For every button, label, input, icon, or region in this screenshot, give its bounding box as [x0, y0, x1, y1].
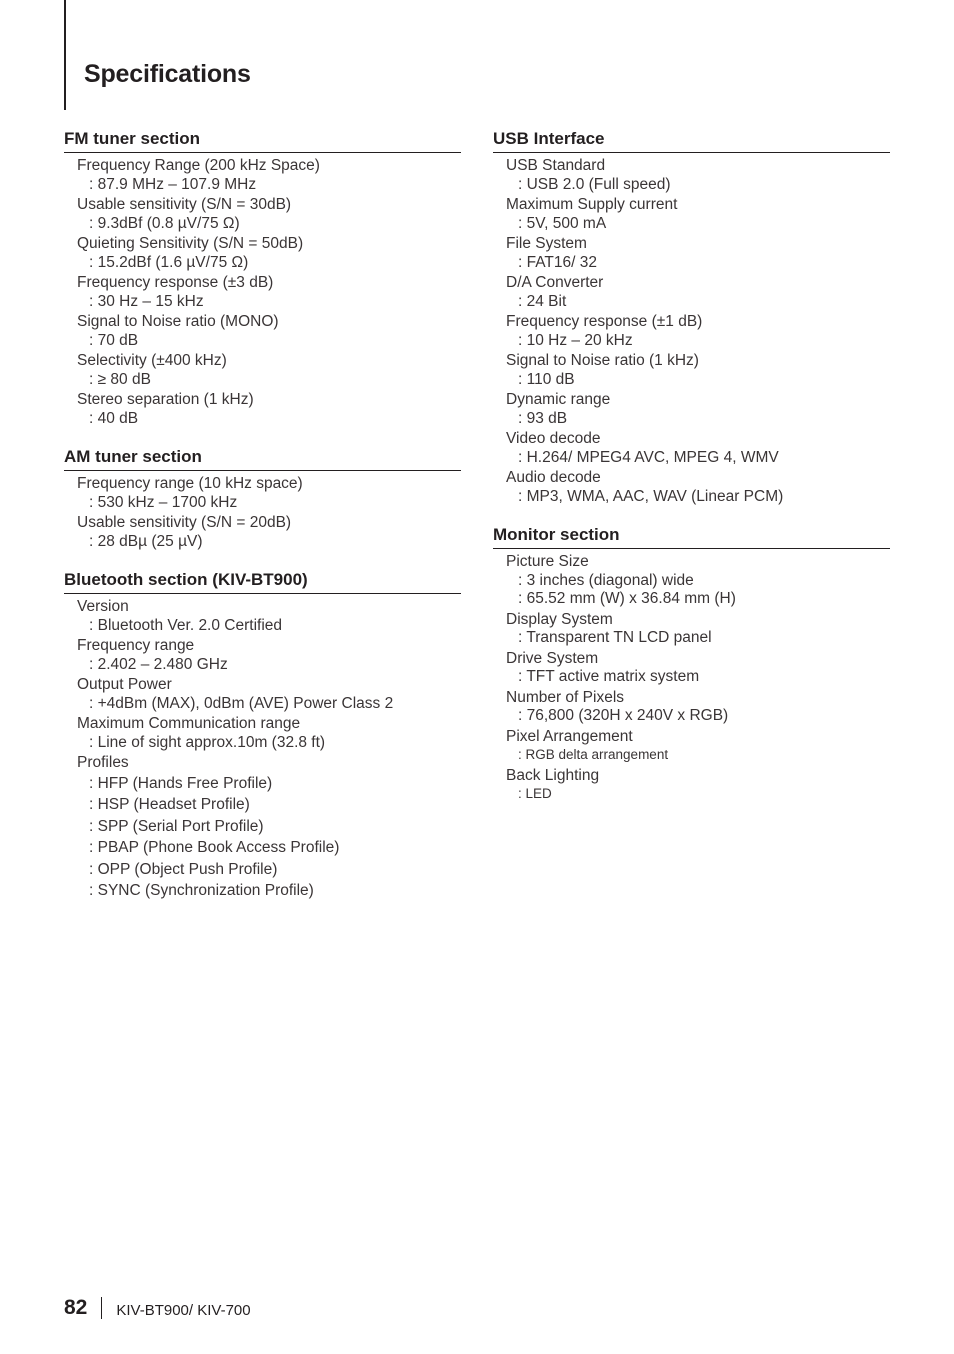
spec-label: Maximum Supply current	[506, 196, 678, 213]
footer-divider	[101, 1297, 102, 1319]
spec-item	[493, 313, 890, 350]
section-heading: FM tuner section	[64, 128, 461, 153]
spec-item	[493, 650, 890, 687]
spec-item	[493, 469, 890, 506]
spec-value: : 3 inches (diagonal) wide	[518, 571, 694, 589]
spec-value: : 30 Hz – 15 kHz	[89, 292, 204, 310]
spec-label: Pixel Arrangement	[506, 727, 633, 745]
model-name: KIV-BT900/ KIV-700	[116, 1301, 251, 1319]
spec-label: Usable sensitivity (S/N = 30dB)	[77, 196, 292, 213]
section-heading: Bluetooth section (KIV-BT900)	[64, 569, 461, 594]
spec-item	[64, 313, 461, 350]
spec-value: : 28 dBµ (25 µV)	[89, 532, 203, 550]
spec-value: : 65.52 mm (W) x 36.84 mm (H)	[518, 590, 736, 607]
spec-label: D/A Converter	[506, 274, 604, 291]
header-vertical-rule	[64, 0, 66, 110]
spec-label: Frequency range	[77, 637, 195, 654]
spec-value: : 9.3dBf (0.8 µV/75 Ω)	[89, 214, 240, 232]
spec-value: : +4dBm (MAX), 0dBm (AVE) Power Class 2	[89, 694, 394, 712]
spec-value: : 87.9 MHz – 107.9 MHz	[89, 175, 257, 193]
spec-label: USB Standard	[506, 157, 606, 174]
spec-label: Selectivity (±400 kHz)	[77, 352, 227, 369]
spec-section	[493, 128, 890, 506]
spec-value: : 110 dB	[518, 370, 575, 388]
spec-value: : 70 dB	[89, 331, 139, 349]
spec-item	[64, 352, 461, 389]
spec-label: Usable sensitivity (S/N = 20dB)	[77, 514, 292, 531]
spec-item	[64, 475, 461, 512]
spec-item	[64, 391, 461, 428]
spec-item	[493, 352, 890, 389]
spec-item	[64, 514, 461, 551]
spec-value: : 530 kHz – 1700 kHz	[89, 493, 238, 511]
spec-label: Version	[77, 598, 129, 615]
spec-label: Frequency Range (200 kHz Space)	[77, 157, 320, 174]
spec-label: Maximum Communication range	[77, 715, 301, 732]
spec-value: : 93 dB	[518, 409, 568, 427]
spec-item	[493, 235, 890, 272]
page-number: 82	[64, 1296, 88, 1319]
spec-item	[64, 235, 461, 272]
spec-item	[64, 196, 461, 233]
spec-item	[64, 637, 461, 674]
spec-item	[493, 274, 890, 311]
section-heading: AM tuner section	[64, 446, 461, 471]
spec-value: : HSP (Headset Profile)	[89, 796, 250, 813]
spec-value: : ≥ 80 dB	[89, 370, 151, 388]
spec-label: Picture Size	[506, 553, 589, 570]
spec-label: Output Power	[77, 676, 172, 693]
page-footer	[64, 1296, 251, 1320]
spec-label: Number of Pixels	[506, 688, 625, 706]
spec-value: : 40 dB	[89, 409, 139, 427]
spec-item	[64, 676, 461, 713]
spec-label: Frequency response (±1 dB)	[506, 313, 703, 330]
spec-value: : USB 2.0 (Full speed)	[518, 175, 671, 193]
spec-item	[493, 728, 890, 765]
spec-value: : LED	[518, 786, 552, 801]
spec-label: Dynamic range	[506, 391, 611, 408]
spec-item	[64, 598, 461, 635]
spec-label: Profiles	[77, 754, 129, 771]
section-heading: USB Interface	[493, 128, 890, 153]
section-heading: Monitor section	[493, 524, 890, 549]
spec-item	[493, 767, 890, 804]
spec-item	[493, 391, 890, 428]
spec-label: Stereo separation (1 kHz)	[77, 391, 254, 408]
spec-value: : Line of sight approx.10m (32.8 ft)	[89, 733, 326, 751]
spec-value: : MP3, WMA, AAC, WAV (Linear PCM)	[518, 487, 784, 505]
spec-value: : SPP (Serial Port Profile)	[89, 817, 264, 835]
spec-value: : 5V, 500 mA	[518, 214, 607, 232]
spec-label: Signal to Noise ratio (1 kHz)	[506, 352, 699, 369]
spec-label: Video decode	[506, 430, 601, 447]
spec-value: : 15.2dBf (1.6 µV/75 Ω)	[89, 253, 249, 271]
spec-section	[493, 524, 890, 804]
spec-item	[64, 715, 461, 752]
spec-item	[64, 754, 461, 902]
spec-value: : RGB delta arrangement	[518, 747, 669, 762]
spec-item	[493, 196, 890, 233]
spec-label: Back Lighting	[506, 766, 600, 784]
spec-section	[64, 446, 461, 551]
spec-value: : 76,800 (320H x 240V x RGB)	[518, 707, 729, 724]
spec-value: : 24 Bit	[518, 292, 567, 310]
spec-value: : PBAP (Phone Book Access Profile)	[89, 839, 340, 856]
spec-label: Drive System	[506, 649, 599, 667]
spec-value: : HFP (Hands Free Profile)	[89, 774, 273, 792]
left-column	[64, 128, 461, 920]
spec-value: : H.264/ MPEG4 AVC, MPEG 4, WMV	[518, 448, 779, 466]
spec-value: : Bluetooth Ver. 2.0 Certified	[89, 616, 283, 634]
spec-section	[64, 128, 461, 428]
spec-label: Frequency range (10 kHz space)	[77, 475, 303, 492]
right-column	[493, 128, 890, 822]
spec-label: File System	[506, 235, 587, 252]
spec-value: : OPP (Object Push Profile)	[89, 860, 278, 878]
spec-item	[493, 157, 890, 194]
spec-label: Frequency response (±3 dB)	[77, 274, 274, 291]
spec-label: Display System	[506, 610, 613, 628]
spec-section	[64, 569, 461, 902]
spec-item	[493, 611, 890, 648]
spec-value: : 10 Hz – 20 kHz	[518, 331, 633, 349]
spec-item	[64, 274, 461, 311]
spec-value: : TFT active matrix system	[518, 668, 700, 685]
spec-item	[493, 553, 890, 609]
spec-value: : FAT16/ 32	[518, 253, 597, 271]
spec-value: : Transparent TN LCD panel	[518, 629, 712, 646]
spec-value: : 2.402 – 2.480 GHz	[89, 655, 228, 673]
spec-item	[64, 157, 461, 194]
spec-item	[493, 430, 890, 467]
spec-label: Quieting Sensitivity (S/N = 50dB)	[77, 235, 304, 252]
spec-item	[493, 689, 890, 726]
page-title: Specifications	[84, 60, 251, 88]
spec-label: Audio decode	[506, 469, 601, 486]
spec-value: : SYNC (Synchronization Profile)	[89, 882, 314, 899]
spec-label: Signal to Noise ratio (MONO)	[77, 313, 279, 330]
